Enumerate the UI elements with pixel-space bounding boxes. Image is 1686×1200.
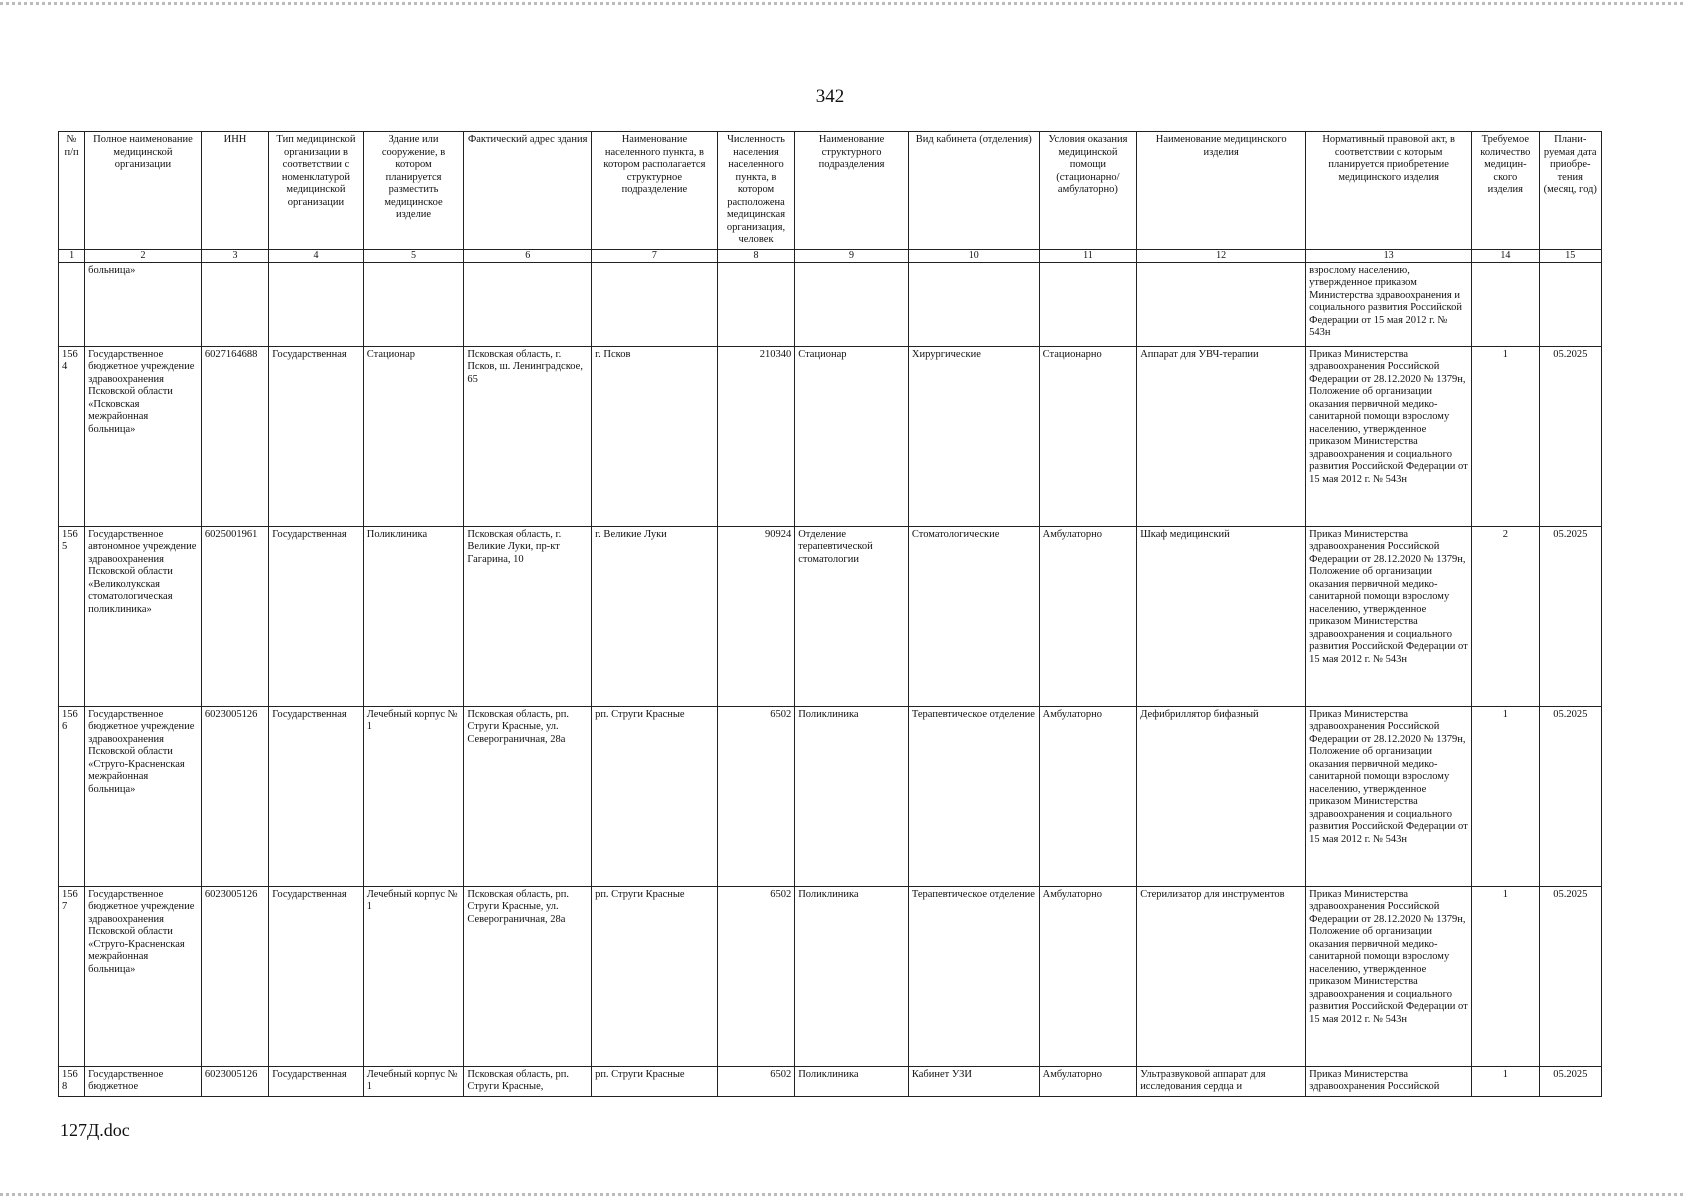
cell-act: Приказ Министерства здравоохранения Российской Федерации от 28.12.2020 № 1379н, Положение об организации оказания первичной медико-санитарной помощи взрослому населению, утвержденное приказом Министерства здравоохранения и социального развития Российской Федерации от 15 мая 2012 г. № 543н: [1306, 886, 1472, 1066]
cell-population: 6502: [717, 886, 794, 1066]
cell-address: Псковская область, г. Псков, ш. Ленинградское, 65: [464, 346, 592, 526]
col-header: Условия оказания медицинской помощи (стационарно/ амбулаторно): [1039, 132, 1137, 250]
cell-act: взрослому населению, утвержденное приказом Министерства здравоохранения и социального развития Российской Федерации от 15 мая 2012 г. № 543н: [1306, 262, 1472, 346]
cell-building: Лечебный корпус № 1: [363, 886, 464, 1066]
cell-cabinet: Терапевтическое отделение: [908, 706, 1039, 886]
cell-conditions: Стационарно: [1039, 346, 1137, 526]
cell-num: 1567: [59, 886, 85, 1066]
cell-building: Стационар: [363, 346, 464, 526]
cell-unit: Поликлиника: [795, 886, 909, 1066]
cell-org: Государственное автономное учреждение здравоохранения Псковской области «Великолукская стоматологическая поликлиника»: [85, 526, 202, 706]
cell-conditions: Амбулаторно: [1039, 1066, 1137, 1096]
cell-type: Государственная: [269, 706, 364, 886]
cell-inn: 6023005126: [201, 886, 268, 1066]
cell-address: Псковская область, рп. Струги Красные, ул. Северограничная, 28а: [464, 706, 592, 886]
medical-device-table: [58, 131, 1602, 1097]
table-row: [59, 346, 1602, 526]
cell-inn: 6023005126: [201, 706, 268, 886]
cell-unit: Поликлиника: [795, 706, 909, 886]
cell-conditions: Амбулаторно: [1039, 886, 1137, 1066]
cell-cabinet: Кабинет УЗИ: [908, 1066, 1039, 1096]
page-number: 342: [815, 86, 845, 107]
col-header: Тип медицинской организации в соответствии с номенклатурой медицинской организации: [269, 132, 364, 250]
col-number: 12: [1137, 249, 1306, 262]
scan-edge-top: [0, 2, 1686, 5]
col-number: 15: [1539, 249, 1601, 262]
cell-population: 90924: [717, 526, 794, 706]
cell-inn: 6027164688: [201, 346, 268, 526]
cell-org: Государственное бюджетное учреждение здравоохранения Псковской области «Псковская межрайонная больница»: [85, 346, 202, 526]
cell-num: 1564: [59, 346, 85, 526]
col-header: Требуемое количество медицин- ского изделия: [1472, 132, 1539, 250]
cell-settlement: рп. Струги Красные: [592, 706, 718, 886]
cell-device: Ультразвуковой аппарат для исследования сердца и: [1137, 1066, 1306, 1096]
cell-num: 1565: [59, 526, 85, 706]
header-row: [59, 132, 1602, 250]
cell-settlement: г. Великие Луки: [592, 526, 718, 706]
col-header: Нормативный правовой акт, в соответствии с которым планируется приобретение медицинского изделия: [1306, 132, 1472, 250]
cell-cabinet: Терапевтическое отделение: [908, 886, 1039, 1066]
cell-type: Государственная: [269, 526, 364, 706]
cell-conditions: Амбулаторно: [1039, 706, 1137, 886]
cell-inn: 6025001961: [201, 526, 268, 706]
cell-act: Приказ Министерства здравоохранения Российской Федерации от 28.12.2020 № 1379н, Положение об организации оказания первичной медико-санитарной помощи взрослому населению, утвержденное приказом Министерства здравоохранения и социального развития Российской Федерации от 15 мая 2012 г. № 543н: [1306, 706, 1472, 886]
cell-type: Государственная: [269, 886, 364, 1066]
cell-qty: 1: [1472, 886, 1539, 1066]
col-number: 7: [592, 249, 718, 262]
cell-cabinet: Хирургические: [908, 346, 1039, 526]
cell-building: Лечебный корпус № 1: [363, 706, 464, 886]
cell-settlement: рп. Струги Красные: [592, 886, 718, 1066]
cell-inn: 6023005126: [201, 1066, 268, 1096]
cell-date: 05.2025: [1539, 886, 1601, 1066]
cell-settlement: г. Псков: [592, 346, 718, 526]
col-number: 1: [59, 249, 85, 262]
cell-unit: Поликлиника: [795, 1066, 909, 1096]
cell-qty: 1: [1472, 1066, 1539, 1096]
cell-settlement: рп. Струги Красные: [592, 1066, 718, 1096]
col-header: Фактический адрес здания: [464, 132, 592, 250]
cell-act: Приказ Министерства здравоохранения Российской: [1306, 1066, 1472, 1096]
cell-org: Государственное бюджетное учреждение здравоохранения Псковской области «Струго-Красненская межрайонная больница»: [85, 886, 202, 1066]
cell-type: Государственная: [269, 1066, 364, 1096]
cell-building: Лечебный корпус № 1: [363, 1066, 464, 1096]
cell-population: 6502: [717, 1066, 794, 1096]
cell-org: Государственное бюджетное учреждение здравоохранения Псковской области «Струго-Красненская межрайонная больница»: [85, 706, 202, 886]
column-number-row: [59, 249, 1602, 262]
cell-address: Псковская область, рп. Струги Красные, ул. Северограничная, 28а: [464, 886, 592, 1066]
col-header: Наименование медицинского изделия: [1137, 132, 1306, 250]
file-name-footer: 127Д.doc: [60, 1120, 130, 1140]
col-number: 13: [1306, 249, 1472, 262]
col-number: 2: [85, 249, 202, 262]
col-number: 6: [464, 249, 592, 262]
col-number: 3: [201, 249, 268, 262]
cell-device: Стерилизатор для инструментов: [1137, 886, 1306, 1066]
cell-population: 6502: [717, 706, 794, 886]
cell-building: Поликлиника: [363, 526, 464, 706]
cell-address: Псковская область, рп. Струги Красные,: [464, 1066, 592, 1096]
col-header: Наименование населенного пункта, в котором располагается структурное подразделение: [592, 132, 718, 250]
col-header: Полное наименование медицинской организации: [85, 132, 202, 250]
cell-org: Государственное бюджетное: [85, 1066, 202, 1096]
table-row: [59, 706, 1602, 886]
col-number: 4: [269, 249, 364, 262]
cell-population: 210340: [717, 346, 794, 526]
cell-conditions: Амбулаторно: [1039, 526, 1137, 706]
cell-num: 1566: [59, 706, 85, 886]
cell-org: больница»: [85, 262, 202, 346]
col-number: 10: [908, 249, 1039, 262]
cell-unit: Отделение терапевтической стоматологии: [795, 526, 909, 706]
table-row: [59, 1066, 1602, 1096]
col-number: 14: [1472, 249, 1539, 262]
col-header: ИНН: [201, 132, 268, 250]
table-row: [59, 886, 1602, 1066]
cell-cabinet: Стоматологические: [908, 526, 1039, 706]
col-header: Наименование структурного подразделения: [795, 132, 909, 250]
col-header: Здание или сооружение, в котором планируется разместить медицинское изделие: [363, 132, 464, 250]
col-number: 11: [1039, 249, 1137, 262]
cell-act: Приказ Министерства здравоохранения Российской Федерации от 28.12.2020 № 1379н, Положение об организации оказания первичной медико-санитарной помощи взрослому населению, утвержденное приказом Министерства здравоохранения и социального развития Российской Федерации от 15 мая 2012 г. № 543н: [1306, 526, 1472, 706]
col-header: Вид кабинета (отделения): [908, 132, 1039, 250]
cell-act: Приказ Министерства здравоохранения Российской Федерации от 28.12.2020 № 1379н, Положение об организации оказания первичной медико-санитарной помощи взрослому населению, утвержденное приказом Министерства здравоохранения и социального развития Российской Федерации от 15 мая 2012 г. № 543н: [1306, 346, 1472, 526]
cell-type: Государственная: [269, 346, 364, 526]
cell-date: 05.2025: [1539, 1066, 1601, 1096]
cell-address: Псковская область, г. Великие Луки, пр-кт Гагарина, 10: [464, 526, 592, 706]
col-header: Численность населения населенного пункта, в котором расположена медицинская организация, человек: [717, 132, 794, 250]
cell-date: 05.2025: [1539, 706, 1601, 886]
col-number: 9: [795, 249, 909, 262]
cell-qty: 2: [1472, 526, 1539, 706]
col-header: № п/п: [59, 132, 85, 250]
scan-edge-bottom: [0, 1193, 1686, 1196]
cell-qty: 1: [1472, 706, 1539, 886]
cell-unit: Стационар: [795, 346, 909, 526]
table-row: [59, 526, 1602, 706]
col-number: 8: [717, 249, 794, 262]
col-header: Плани- руемая дата приобре- тения (месяц, год): [1539, 132, 1601, 250]
cell-device: Аппарат для УВЧ-терапии: [1137, 346, 1306, 526]
cell-num: 1568: [59, 1066, 85, 1096]
cell-qty: 1: [1472, 346, 1539, 526]
cell-date: 05.2025: [1539, 346, 1601, 526]
cell-date: 05.2025: [1539, 526, 1601, 706]
cell-device: Шкаф медицинский: [1137, 526, 1306, 706]
cell-device: Дефибриллятор бифазный: [1137, 706, 1306, 886]
continuation-row: [59, 262, 1602, 346]
col-number: 5: [363, 249, 464, 262]
